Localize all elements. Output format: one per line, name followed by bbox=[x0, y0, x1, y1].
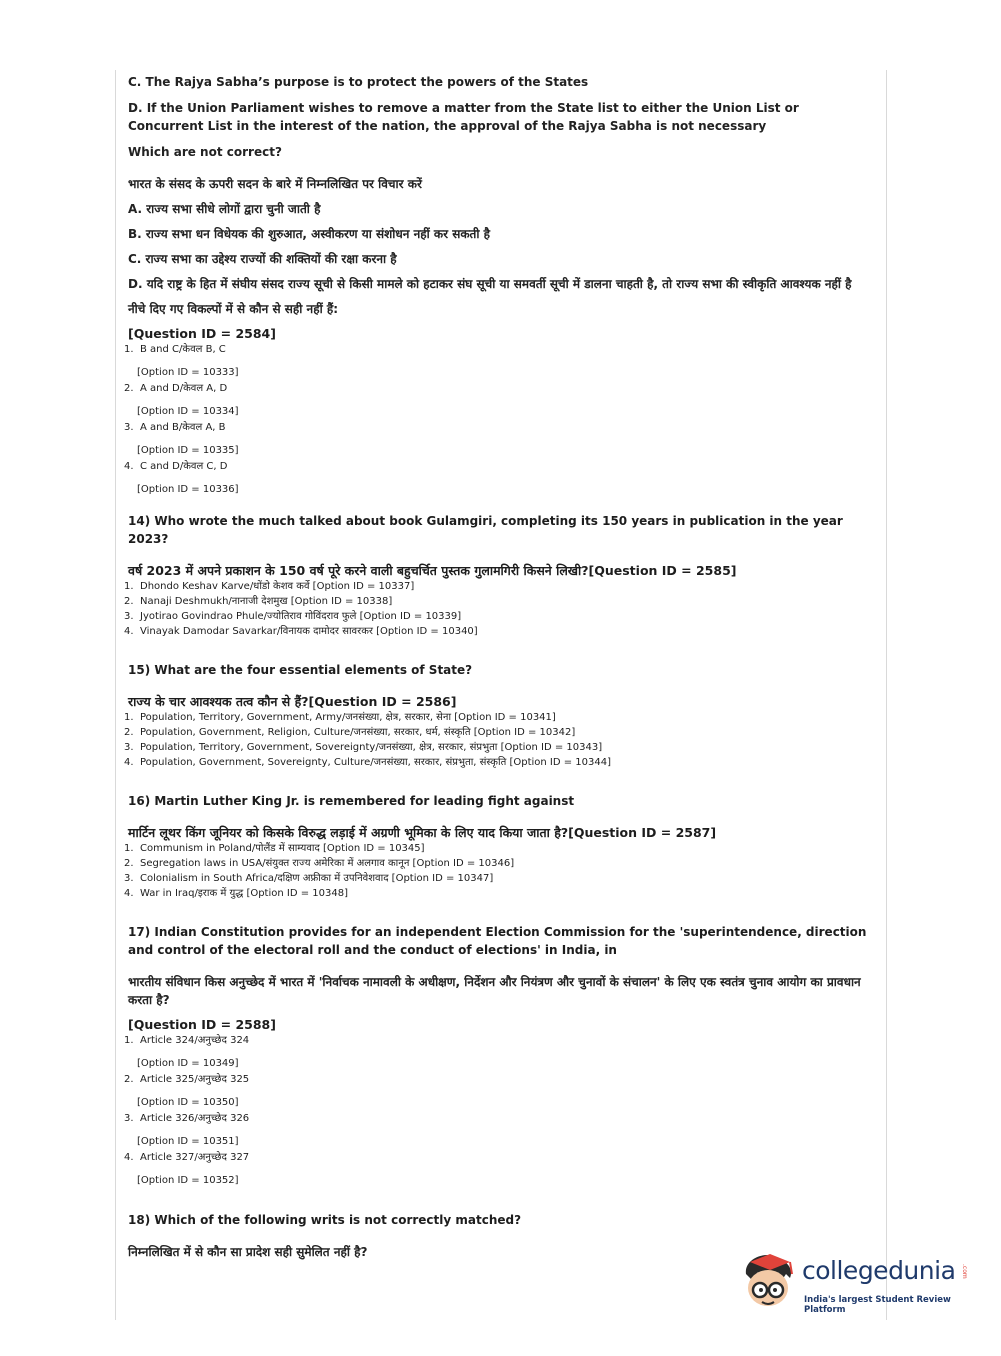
option-number: 3. bbox=[124, 422, 134, 433]
question-16-hindi: मार्टिन लूथर किंग जूनियर को किसके विरुद्ध लड़ाई में अग्रणी भूमिका के लिए याद किया जाता है?[Question ID = 2587] bbox=[128, 825, 717, 840]
option-id: [Option ID = 10336] bbox=[137, 484, 239, 495]
option-text: A and B/केवल A, B bbox=[140, 422, 226, 433]
option-item bbox=[124, 342, 868, 380]
option-text: Population, Government, Sovereignty, Culture/जनसंख्या, सरकार, संप्रभुता, संस्कृति [Option ID = 10344] bbox=[140, 757, 612, 768]
hindi-statement-d: D. यदि राष्ट्र के हित में संघीय संसद राज्य सूची से किसी मामले को हटाकर संघ सूची या समवर्ती सूची में डालना चाहती है, तो राज्य सभा की स्वीकृति आवश्यक नहीं है bbox=[128, 277, 852, 291]
document-content bbox=[124, 73, 868, 1268]
option-number: 3. bbox=[124, 611, 134, 622]
option-text: Population, Territory, Government, Sovereignty/जनसंख्या, क्षेत्र, सरकार, संप्रभुता [Option ID = 10343] bbox=[140, 742, 603, 753]
option-number: 1. bbox=[124, 581, 134, 592]
question-18-title: 18) Which of the following writs is not correctly matched? bbox=[128, 1213, 522, 1227]
question-id: [Question ID = 2588] bbox=[128, 1017, 276, 1032]
option-number: 1. bbox=[124, 1035, 134, 1046]
question-18-hindi: निम्नलिखित में से कौन सा प्रादेश सही सुमेलित नहीं है? bbox=[128, 1245, 368, 1259]
option-number: 4. bbox=[124, 757, 134, 768]
option-text: Population, Government, Religion, Culture/जनसंख्या, सरकार, धर्म, संस्कृति [Option ID = 10342] bbox=[140, 727, 576, 738]
option-text: Article 325/अनुच्छेद 325 bbox=[140, 1074, 250, 1085]
option-item bbox=[124, 579, 868, 594]
option-item bbox=[124, 609, 868, 624]
question-15-hindi: राज्य के चार आवश्यक तत्व कौन से हैं?[Question ID = 2586] bbox=[128, 694, 457, 709]
option-text: C and D/केवल C, D bbox=[140, 461, 228, 472]
option-text: Article 324/अनुच्छेद 324 bbox=[140, 1035, 250, 1046]
question-prompt: Which are not correct? bbox=[128, 145, 282, 159]
option-item bbox=[124, 459, 868, 497]
option-number: 4. bbox=[124, 626, 134, 637]
hindi-prompt: नीचे दिए गए विकल्पों में से कौन से सही नहीं हैं: bbox=[128, 302, 339, 316]
option-number: 3. bbox=[124, 1113, 134, 1124]
statement-c: C. The Rajya Sabha’s purpose is to protect the powers of the States bbox=[128, 75, 589, 89]
option-item bbox=[124, 624, 868, 639]
option-text: Communism in Poland/पोलैंड में साम्यवाद [Option ID = 10345] bbox=[140, 843, 425, 854]
option-number: 1. bbox=[124, 843, 134, 854]
option-item bbox=[124, 1072, 868, 1110]
options-list bbox=[124, 579, 868, 639]
options-list bbox=[124, 841, 868, 901]
statement-d: D. If the Union Parliament wishes to remove a matter from the State list to either the Union List or Concurrent List in the interest of the nation, the approval of the Rajya Sabha is not necessary bbox=[128, 101, 799, 133]
options-list bbox=[124, 342, 868, 497]
option-item bbox=[124, 1150, 868, 1188]
option-item bbox=[124, 755, 868, 770]
option-number: 2. bbox=[124, 858, 134, 869]
option-item bbox=[124, 420, 868, 458]
option-item bbox=[124, 886, 868, 901]
option-text: Vinayak Damodar Savarkar/विनायक दामोदर सावरकर [Option ID = 10340] bbox=[140, 626, 478, 637]
question-17-hindi: भारतीय संविधान किस अनुच्छेद में भारत में 'निर्वाचक नामावली के अधीक्षण, निर्देशन और नियंत्रण और चुनावों के संचालन' के लिए एक स्वतंत्र चुनाव आयोग का प्रावधान करता है? bbox=[128, 975, 861, 1007]
hindi-intro: भारत के संसद के ऊपरी सदन के बारे में निम्नलिखित पर विचार करें bbox=[128, 177, 422, 191]
option-number: 1. bbox=[124, 344, 134, 355]
mascot-icon bbox=[740, 1252, 800, 1314]
option-item bbox=[124, 710, 868, 725]
option-text: Article 326/अनुच्छेद 326 bbox=[140, 1113, 250, 1124]
option-number: 2. bbox=[124, 596, 134, 607]
option-item bbox=[124, 856, 868, 871]
option-item bbox=[124, 381, 868, 419]
logo-wordmark: collegedunia bbox=[802, 1256, 956, 1285]
option-number: 2. bbox=[124, 727, 134, 738]
logo-suffix: .com bbox=[961, 1264, 968, 1279]
option-text: Jyotirao Govindrao Phule/ज्योतिराव गोविंदराव फुले [Option ID = 10339] bbox=[140, 611, 462, 622]
option-item bbox=[124, 594, 868, 609]
option-item bbox=[124, 725, 868, 740]
option-id: [Option ID = 10335] bbox=[137, 445, 239, 456]
option-text: A and D/केवल A, D bbox=[140, 383, 228, 394]
option-number: 2. bbox=[124, 1074, 134, 1085]
hindi-statement-c: C. राज्य सभा का उद्देश्य राज्यों की शक्तियों की रक्षा करना है bbox=[128, 252, 397, 266]
hindi-statement-a: A. राज्य सभा सीधे लोगों द्वारा चुनी जाती है bbox=[128, 202, 321, 216]
option-number: 3. bbox=[124, 873, 134, 884]
option-number: 2. bbox=[124, 383, 134, 394]
logo-tagline: India's largest Student Review Platform bbox=[804, 1295, 951, 1315]
option-id: [Option ID = 10333] bbox=[137, 367, 239, 378]
options-list bbox=[124, 1033, 868, 1188]
option-number: 3. bbox=[124, 742, 134, 753]
option-text: Colonialism in South Africa/दक्षिण अफ्रीका में उपनिवेशवाद [Option ID = 10347] bbox=[140, 873, 494, 884]
question-16-title: 16) Martin Luther King Jr. is remembered for leading fight against bbox=[128, 794, 575, 808]
option-item bbox=[124, 1111, 868, 1149]
option-id: [Option ID = 10349] bbox=[137, 1058, 239, 1069]
option-text: Dhondo Keshav Karve/धोंडो केशव कर्वे [Option ID = 10337] bbox=[140, 581, 415, 592]
hindi-statement-b: B. राज्य सभा धन विधेयक की शुरुआत, अस्वीकरण या संशोधन नहीं कर सकती है bbox=[128, 227, 491, 241]
option-text: Segregation laws in USA/संयुक्त राज्य अमेरिका में अलगाव कानून [Option ID = 10346] bbox=[140, 858, 515, 869]
question-14-title: 14) Who wrote the much talked about book Gulamgiri, completing its 150 years in publication in the year 2023? bbox=[128, 514, 843, 546]
option-id: [Option ID = 10334] bbox=[137, 406, 239, 417]
question-14-hindi: वर्ष 2023 में अपने प्रकाशन के 150 वर्ष पूरे करने वाली बहुचर्चित पुस्तक गुलामगिरी किसने लिखी?[Question ID = 2585] bbox=[128, 563, 737, 578]
question-17-title: 17) Indian Constitution provides for an independent Election Commission for the 'superintendence, direction and control of the electoral roll and the conduct of elections' in India, in bbox=[128, 925, 867, 957]
option-text: War in Iraq/इराक में युद्ध [Option ID = 10348] bbox=[140, 888, 348, 899]
option-number: 4. bbox=[124, 461, 134, 472]
option-text: Population, Territory, Government, Army/जनसंख्या, क्षेत्र, सरकार, सेना [Option ID = 10341] bbox=[140, 712, 556, 723]
option-item bbox=[124, 1033, 868, 1071]
option-item bbox=[124, 841, 868, 856]
option-id: [Option ID = 10352] bbox=[137, 1175, 239, 1186]
option-text: B and C/केवल B, C bbox=[140, 344, 226, 355]
option-id: [Option ID = 10350] bbox=[137, 1097, 239, 1108]
option-text: Article 327/अनुच्छेद 327 bbox=[140, 1152, 250, 1163]
option-item bbox=[124, 871, 868, 886]
option-number: 4. bbox=[124, 888, 134, 899]
options-list bbox=[124, 710, 868, 770]
question-15-title: 15) What are the four essential elements of State? bbox=[128, 663, 473, 677]
question-id: [Question ID = 2584] bbox=[128, 326, 276, 341]
collegedunia-logo[interactable] bbox=[740, 1250, 972, 1318]
option-number: 4. bbox=[124, 1152, 134, 1163]
option-number: 1. bbox=[124, 712, 134, 723]
option-item bbox=[124, 740, 868, 755]
option-id: [Option ID = 10351] bbox=[137, 1136, 239, 1147]
option-text: Nanaji Deshmukh/नानाजी देशमुख [Option ID = 10338] bbox=[140, 596, 393, 607]
